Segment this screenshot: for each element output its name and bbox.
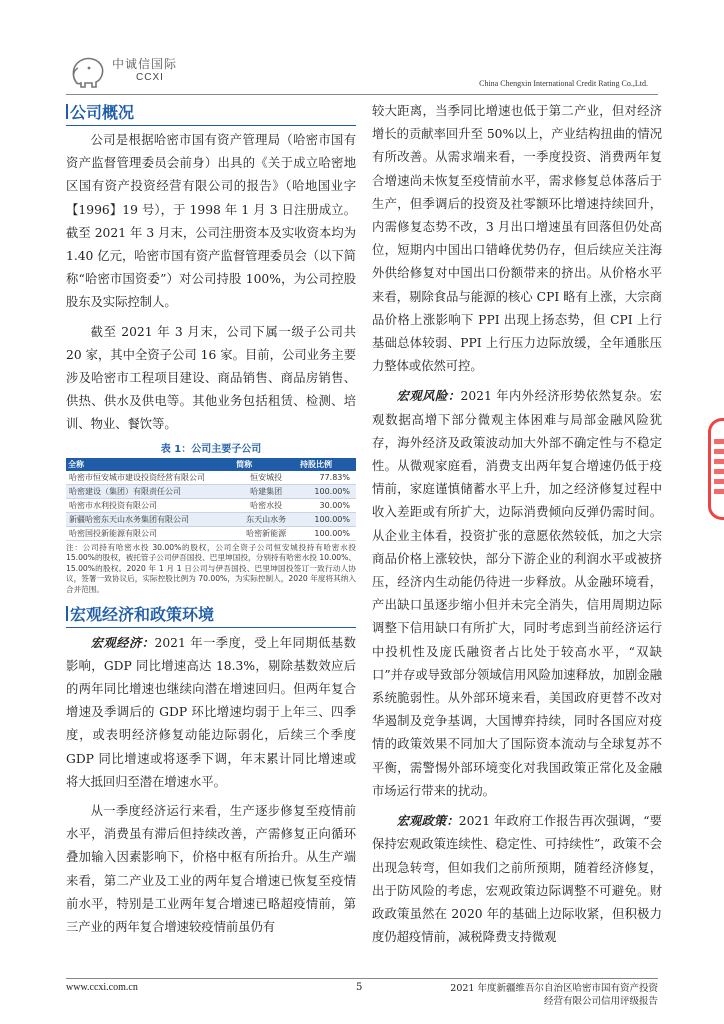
table-title: 表 1：公司主要子公司 — [160, 443, 262, 455]
table-row — [66, 512, 356, 526]
macro-policy-text: 2021 年政府工作报告再次强调，“要保持宏观政策连续性、稳定性、可持续性”，政策不会出现急转弯，但如我们之前所预期，随着经济修复，出于防风险的考虑，宏观政策边际调整不可避免。财政政策虽然在 2020 年的基础上边际收紧，但积极力度仍超疫情前，减税降费支持微观 — [372, 814, 662, 945]
footer-website: www.ccxi.com.cn — [66, 982, 138, 993]
macro-risk-paragraph — [372, 384, 662, 803]
table-cell-share: 100.00% — [298, 484, 356, 498]
company-overview-paragraph-1: 公司是根据哈密市国有资产管理局（哈密市国有资产监督管理委员会前身）出具的《关于成立哈密地区国有资产投资经营有限公司的报告》（哈地国业字【1996】19 号），于 1998 年 1 月 3 日注册成立。截至 2021 年 3 月末，公司注册资本及实收资本均为 1.40 亿元，哈密市国有资产监督管理委员会（以下简称“哈密市国资委”）对公司持股 100%，为公司控股股东及实际控制人。 — [66, 133, 356, 310]
table-header-fullname: 全称 — [66, 458, 234, 471]
table-note: 注：公司持有哈密水投 30.00%的股权，公司全资子公司恒安城投持有哈密水投 15.00%的股权，被托管子公司伊吾国投、巴里坤国投，分别持有哈密水投 10.00%、15.00%的股权。2020 年 1 月 1 日公司与伊吾国投、巴里坤国投签订一致行动人协议，签署一致协议后，实际控股比例为 70.00%，为实际控制人，2020 年度将其纳入合并范围。 — [66, 542, 356, 595]
table-header-shortname: 简称 — [234, 458, 298, 471]
footer-report-line-2: 经营有限公司信用评级报告 — [543, 996, 658, 1007]
macro-economy-text: 2021 年一季度，受上年同期低基数影响，GDP 同比增速高达 18.3%，剔除基数效应后的两年同比增速也继续向潜在增速回归。但两年复合增速及季调后的 GDP 环比增速均弱于上年三、四季度，或表明经济修复动能边际弱化，后续三个季度 GDP 同比增速或将逐季下调，年末累计同比增速或将大抵回归至潜在增速水平。 — [66, 635, 356, 789]
header-divider — [66, 94, 658, 95]
page-number: 5 — [356, 982, 363, 993]
table-cell-share: 100.00% — [298, 512, 356, 526]
table-cell-shortname: 哈密新能源 — [234, 526, 298, 540]
table-cell-fullname: 哈密国投新能源有限公司 — [66, 526, 234, 540]
table-cell-share: 100.00% — [298, 526, 356, 540]
table-row — [66, 526, 356, 540]
macro-economy-lead: 宏观经济： — [90, 634, 155, 650]
macro-policy-lead: 宏观政策： — [396, 813, 459, 829]
table-cell-fullname: 哈密建设（集团）有限责任公司 — [66, 484, 234, 498]
table-row — [66, 471, 356, 485]
footer-report-line-1: 2021 年度新疆维吾尔自治区哈密市国有资产投资 — [450, 983, 658, 994]
elephant-logo-icon — [68, 54, 108, 90]
company-english-name: China Chengxin International Credit Rating Co.,Ltd. — [479, 79, 648, 88]
macro-operation-paragraph-continued: 较大距离，当季同比增速也低于第二产业，但对经济增长的贡献率回升至 50%以上，产业结构扭曲的情况有所改善。从需求端来看，一季度投资、消费两年复合增速尚未恢复至疫情前水平，需求修复总体落后于生产，但季调后的投资及社零额环比增速持续回升，内需修复态势不改，3 月出口增速虽有回落但仍处高位，短期内中国出口错峰优势仍存，但后续应关注海外供给修复对中国出口份额带来的挤出。从价格水平来看，剔除食品与能源的核心 CPI 略有上涨，大宗商品价格上涨影响下 PPI 出现上扬态势，但 CPI 上行基础总体较弱、PPI 上行压力边际放缓，全年通胀压力整体或依然可控。 — [372, 104, 662, 374]
left-column — [66, 100, 356, 945]
subsidiaries-table — [66, 458, 356, 541]
table-cell-fullname: 新疆哈密东天山水务集团有限公司 — [66, 512, 234, 526]
table-row — [66, 484, 356, 498]
company-overview-paragraph-2: 截至 2021 年 3 月末，公司下属一级子公司共 20 家，其中全资子公司 16 家。目前，公司业务主要涉及哈密市工程项目建设、商品销售、商品房销售、供热、供水及供电等。其他业务包括租赁、检测、培训、物业、餐饮等。 — [66, 324, 356, 432]
macro-economy-paragraph — [66, 631, 356, 794]
logo-english-text: CCXI — [136, 72, 164, 83]
table-row — [66, 498, 356, 512]
table-header-row — [66, 458, 356, 471]
table-cell-share: 77.83% — [298, 471, 356, 485]
table-cell-shortname: 哈密水投 — [234, 498, 298, 512]
macro-operation-paragraph: 从一季度经济运行来看，生产逐步修复至疫情前水平，消费虽有滞后但持续改善，产需修复正向循环叠加输入因素影响下，价格中枢有所抬升。从生产端来看，第二产业及工业的两年复合增速已恢复至疫情前水平，特别是工业两年复合增速已略超疫情前，第三产业的两年复合增速较疫情前虽仍有 — [66, 804, 356, 935]
table-cell-fullname: 哈密市恒安城市建设投资经营有限公司 — [66, 471, 234, 485]
table-cell-shortname: 恒安城投 — [234, 471, 298, 485]
ccxi-logo — [66, 52, 196, 92]
table-cell-fullname: 哈密市水利投资有限公司 — [66, 498, 234, 512]
macro-policy-paragraph — [372, 809, 662, 949]
seal-stamp-mark — [714, 438, 724, 494]
table-header-share: 持股比例 — [298, 458, 356, 471]
footer-divider — [66, 978, 658, 979]
right-column — [372, 100, 662, 955]
macro-risk-lead: 宏观风险： — [396, 388, 461, 404]
section-heading-macro-environment: 宏观经济和政策环境 — [66, 602, 356, 628]
table-cell-shortname: 哈建集团 — [234, 484, 298, 498]
macro-risk-text: 2021 年内外经济形势依然复杂。宏观数据高增下部分微观主体困难与局部金融风险犹存，海外经济及政策波动加大外部不确定性与不稳定性。从微观家庭看，消费支出两年复合增速仍低于疫情前，家庭谨慎储蓄水平上升，加之经济修复过程中收入差距或有所扩大，边际消费倾向反弹仍需时间。从企业主体看，投资扩张的意愿依然较低，加之大宗商品价格上涨较快，部分下游企业的利润水平或被挤压，经济内生动能仍待进一步释放。从金融环境看，产出缺口虽逐步缩小但并未完全消失，信用周期边际调整下信用缺口有所扩大，同时考虑到当前经济运行中投机性及庞氏融资者占比处于较高水平，“双缺口”并存或导致部分领域信用风险加速释放，加剧金融系统脆弱性。从外部环境来看，美国政府更替不改对华遏制及竞争基调，大国博弈持续，同时各国应对疫情的政策效果不同加大了国际资本流动与全球复苏不平衡，需警惕外部环境变化对我国政策正常化及金融市场运行带来的扰动。 — [372, 389, 662, 798]
table-cell-share: 30.00% — [298, 498, 356, 512]
footer-report-title — [438, 982, 658, 1008]
table-cell-shortname: 东天山水务 — [234, 512, 298, 526]
section-heading-company-overview: 公司概况 — [66, 100, 356, 126]
logo-chinese-text: 中诚信国际 — [112, 57, 178, 71]
